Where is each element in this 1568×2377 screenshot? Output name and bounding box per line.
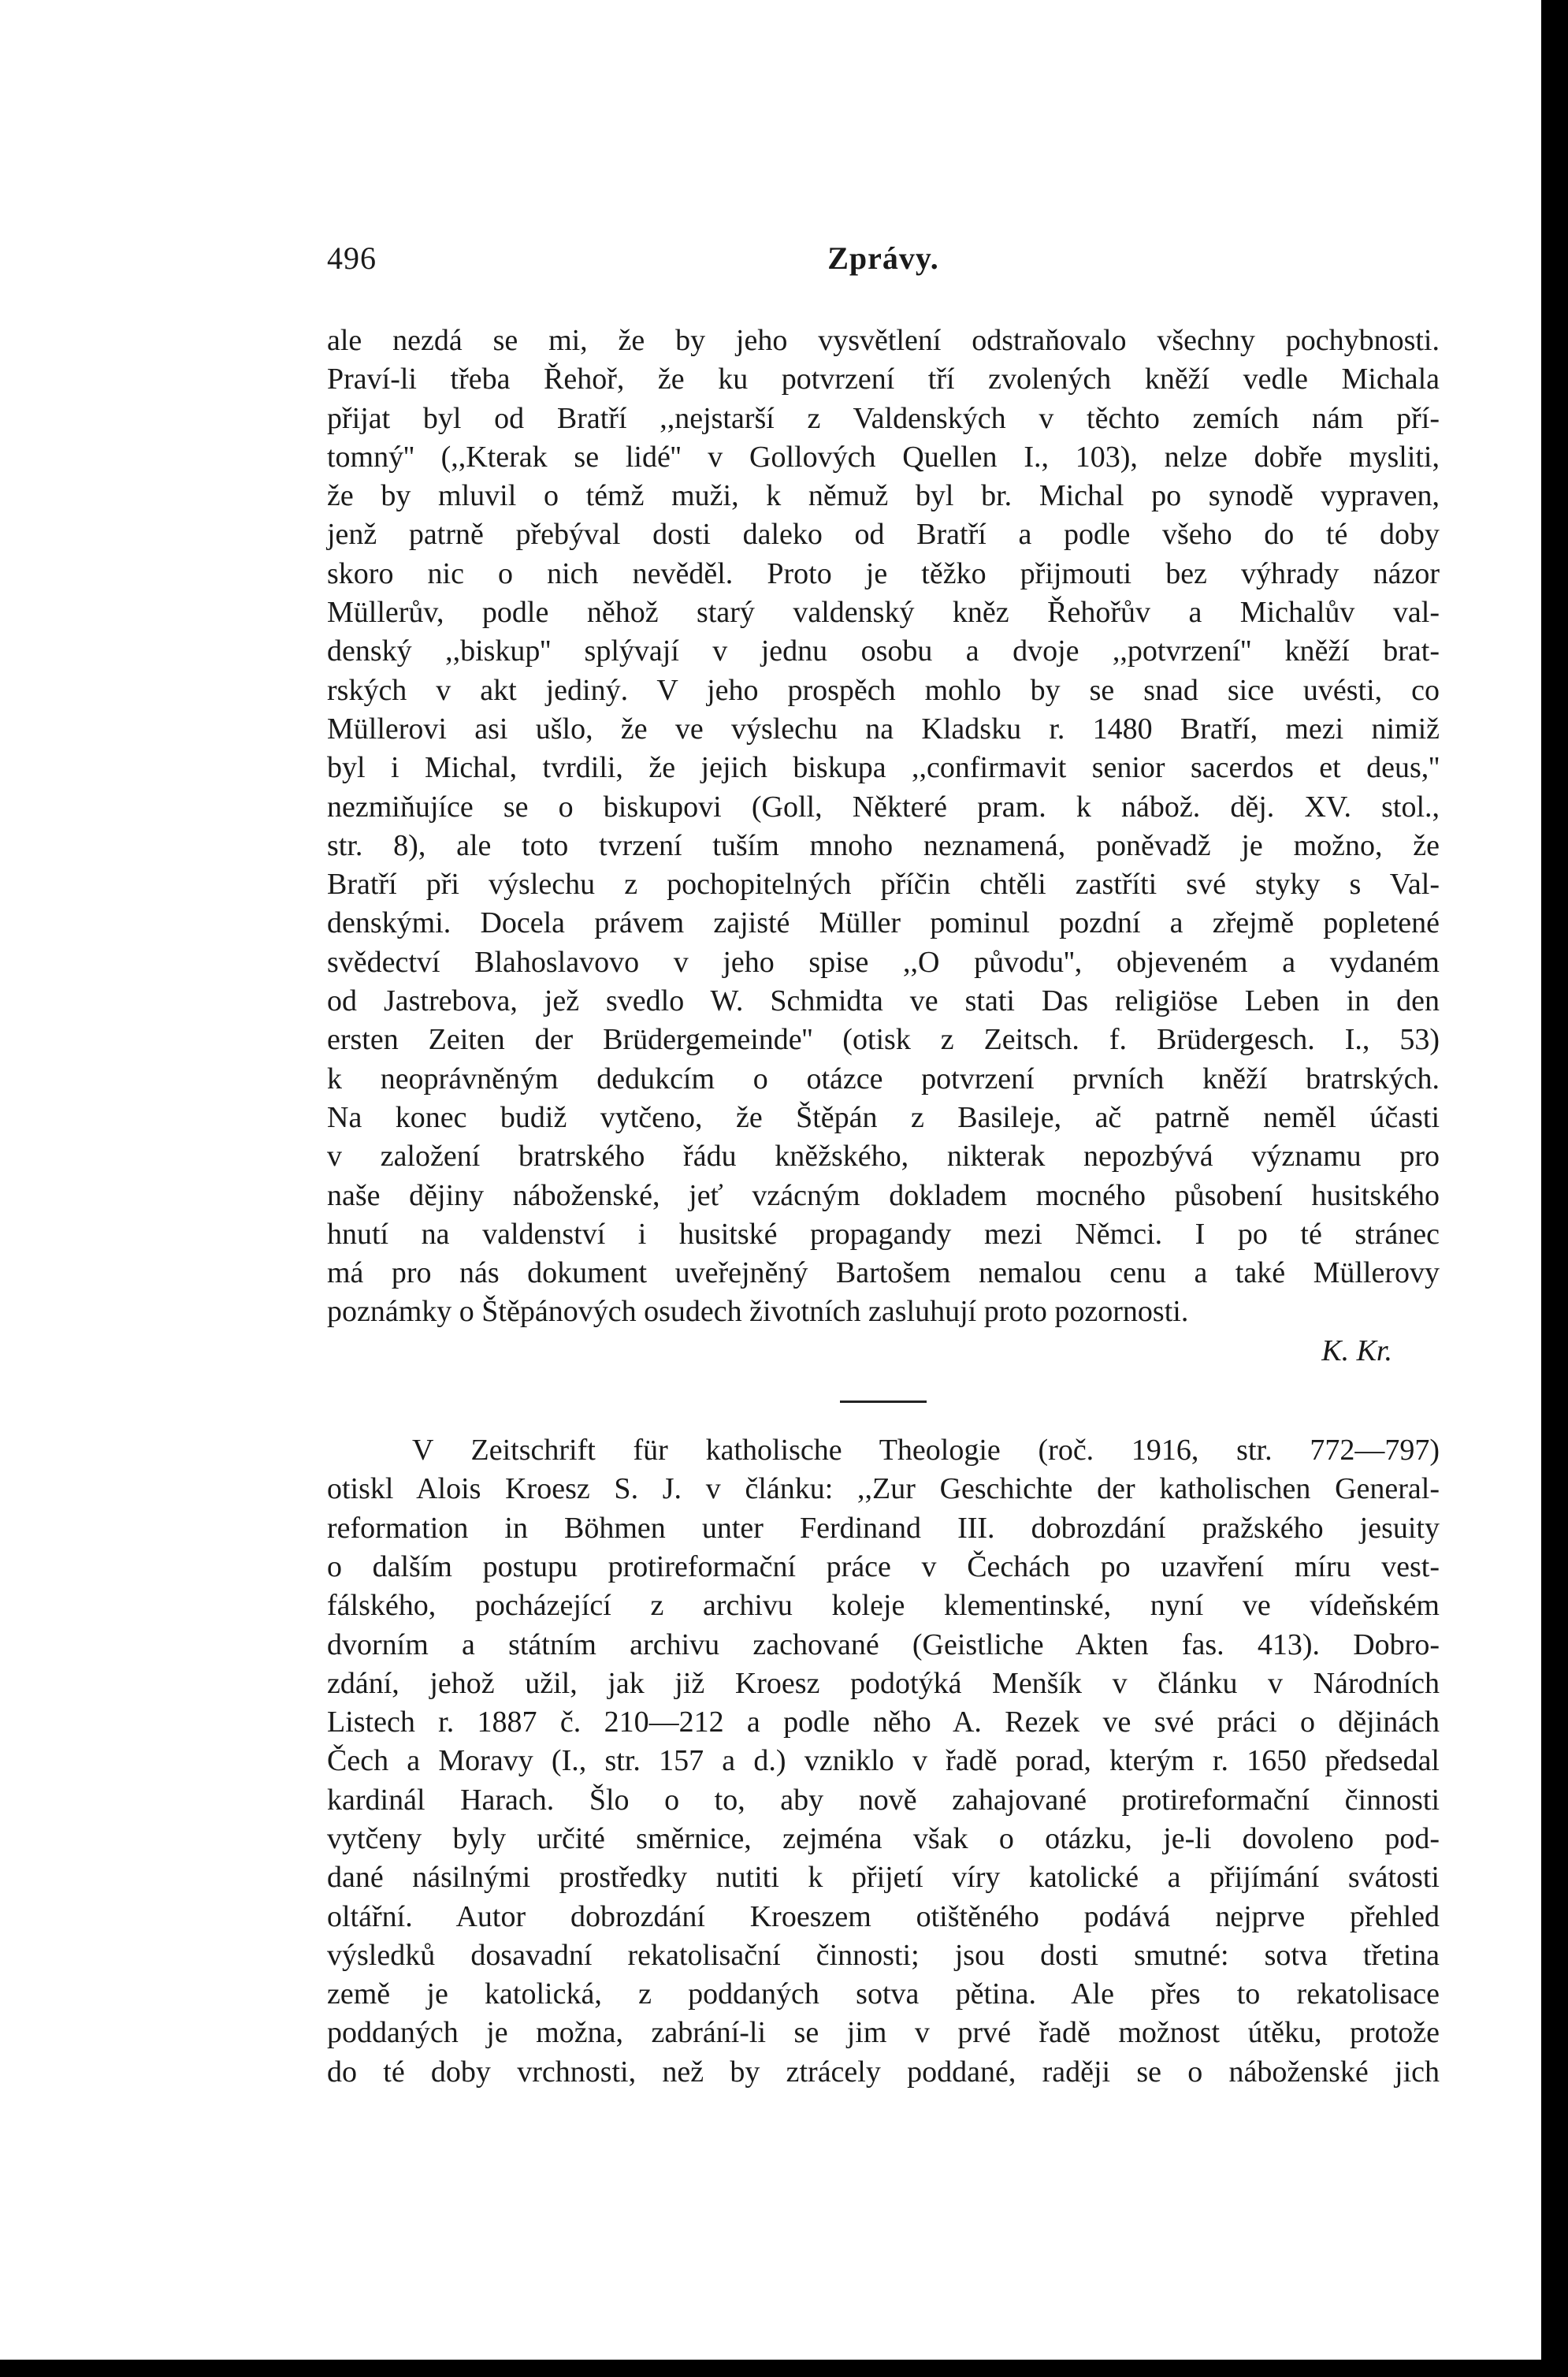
text-line: dvorním a státním archivu zachované (Geistliche Akten fas. 413). Dobro- — [327, 1627, 1440, 1661]
text-line: má pro nás dokument uveřejněný Bartošem nemalou cenu a také Müllerovy — [327, 1256, 1440, 1290]
text-line: denský ,,biskup'' splývají v jednu osobu a dvoje ,,potvrzení'' kněží brat- — [327, 634, 1440, 668]
text-line: Müllerovi asi ušlo, že ve výslechu na Kladsku r. 1480 Bratří, mezi nimiž — [327, 712, 1440, 746]
text-line: oltářní. Autor dobrozdání Kroeszem otištěného podává nejprve přehled — [327, 1899, 1440, 1933]
paragraph-1 — [327, 322, 1440, 1332]
text-line: v založení bratrského řádu kněžského, nikterak nepozbývá významu pro — [327, 1140, 1440, 1174]
text-line: že by mluvil o témž muži, k němuž byl br. Michal po synodě vypraven, — [327, 479, 1440, 513]
text-line: svědectví Blahoslavovo v jeho spise ,,O původu'', objeveném a vydaném — [327, 945, 1440, 979]
text-line: byl i Michal, tvrdili, že jejich biskupa ,,confirmavit senior sacerdos et deus,'' — [327, 751, 1440, 785]
text-line: zdání, jehož užil, jak již Kroesz podotýká Menšík v článku v Národních — [327, 1666, 1440, 1700]
text-line: naše dějiny náboženské, jeť vzácným dokladem mocného působení husitského — [327, 1178, 1440, 1212]
text-line: výsledků dosavadní rekatolisační činnosti; jsou dosti smutné: sotva třetina — [327, 1938, 1440, 1972]
page — [327, 236, 1440, 2092]
text-line: do té doby vrchnosti, než by ztrácely poddané, raději se o náboženské jich — [327, 2055, 1440, 2089]
text-line: ale nezdá se mi, že by jeho vysvětlení odstraňovalo všechny pochybnosti. — [327, 324, 1440, 357]
text-line: vytčeny byly určité směrnice, zejména však o otázku, je-li dovoleno pod- — [327, 1821, 1440, 1855]
text-line: str. 8), ale toto tvrzení tuším mnoho neznamená, poněvadž je možno, že — [327, 828, 1440, 862]
page-header — [327, 236, 1440, 284]
page-number: 496 — [327, 240, 377, 276]
text-line: k neoprávněným dedukcím o otázce potvrzení prvních kněží bratrských. — [327, 1062, 1440, 1096]
text-line: dané násilnými prostředky nutiti k přijetí víry katolické a přijímání svátosti — [327, 1861, 1440, 1895]
text-line: nezmiňujíce se o biskupovi (Goll, Některé pram. k nábož. děj. XV. stol., — [327, 790, 1440, 824]
signature: K. Kr. — [1321, 1334, 1392, 1367]
text-line: Čech a Moravy (I., str. 157 a d.) vzniklo v řadě porad, kterým r. 1650 předsedal — [327, 1744, 1440, 1778]
text-line: přijat byl od Bratří ,,nejstarší z Valdenských v těchto zemích nám pří- — [327, 401, 1440, 435]
text-line: V Zeitschrift für katholische Theologie (roč. 1916, str. 772—797) — [412, 1434, 1440, 1467]
scan-border-right — [1541, 0, 1568, 2377]
text-line: Bratří při výslechu z pochopitelných příčin chtěli zastříti své styky s Val- — [327, 868, 1440, 902]
text-line: země je katolická, z poddaných sotva pětina. Ale přes to rekatolisace — [327, 1977, 1440, 2011]
text-line: skoro nic o nich nevěděl. Proto je těžko přijmouti bez výhrady názor — [327, 556, 1440, 590]
paragraph-2 — [327, 1431, 1440, 2092]
section-divider — [840, 1401, 927, 1403]
text-line: poznámky o Štěpánových osudech životních zasluhují proto pozornosti. — [327, 1295, 1189, 1329]
text-line: rských v akt jediný. V jeho prospěch mohlo by se snad sice uvésti, co — [327, 673, 1440, 707]
text-line: od Jastrebova, jež svedlo W. Schmidta ve stati Das religiöse Leben in den — [327, 984, 1440, 1018]
text-line: ersten Zeiten der Brüdergemeinde'' (otisk z Zeitsch. f. Brüdergesch. I., 53) — [327, 1023, 1440, 1057]
text-line: Na konec budiž vytčeno, že Štěpán z Basileje, ač patrně neměl účasti — [327, 1100, 1440, 1134]
text-line: jenž patrně přebýval dosti daleko od Bratří a podle všeho do té doby — [327, 518, 1440, 552]
scan-border-bottom — [0, 2360, 1568, 2377]
text-line: Müllerův, podle něhož starý valdenský kněz Řehořův a Michalův val- — [327, 596, 1440, 630]
text-line: otiskl Alois Kroesz S. J. v článku: ,,Zur Geschichte der katholischen General- — [327, 1472, 1440, 1506]
running-title: Zprávy. — [827, 240, 939, 276]
text-line: tomný'' (,,Kterak se lidé'' v Gollových Quellen I., 103), nelze dobře mysliti, — [327, 440, 1440, 474]
text-line: fálského, pocházející z archivu koleje klementinské, nyní ve vídeňském — [327, 1589, 1440, 1623]
text-line: hnutí na valdenství i husitské propagandy mezi Němci. I po té stránec — [327, 1217, 1440, 1251]
text-line: denskými. Docela právem zajisté Müller pominul pozdní a zřejmě popletené — [327, 906, 1440, 940]
text-line: Listech r. 1887 č. 210—212 a podle něho A. Rezek ve své práci o dějinách — [327, 1706, 1440, 1739]
text-line: Praví-li třeba Řehoř, že ku potvrzení tří zvolených kněží vedle Michala — [327, 363, 1440, 396]
text-line: kardinál Harach. Šlo o to, aby nově zahajované protireformační činnosti — [327, 1783, 1440, 1817]
text-line: poddaných je možna, zabrání-li se jim v prvé řadě možnost útěku, protože — [327, 2016, 1440, 2050]
text-line: o dalším postupu protireformační práce v Čechách po uzavření míru vest- — [327, 1549, 1440, 1583]
text-line: reformation in Böhmen unter Ferdinand III. dobrozdání pražského jesuity — [327, 1511, 1440, 1545]
